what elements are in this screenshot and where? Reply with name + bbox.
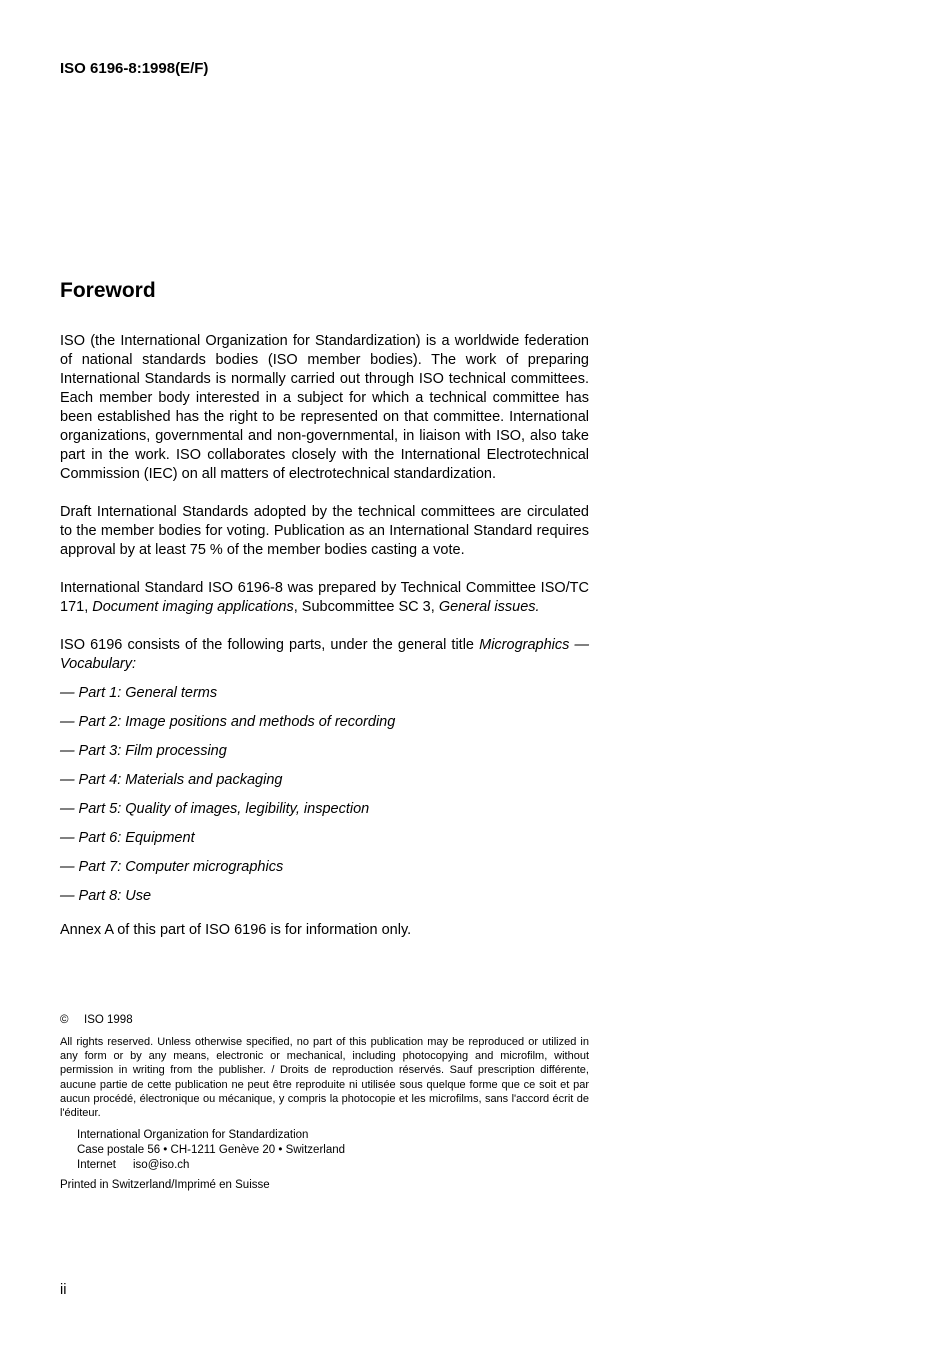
- text-column: [60, 60, 589, 1193]
- publisher-address-block: [60, 1128, 589, 1173]
- rights-reserved-text: All rights reserved. Unless otherwise specified, no part of this publication may be reproduced or utilized in any form or by any means, electronic or mechanical, including photocopying and microfilm, without permission in writing from the publisher. / Droits de reproduction réservés. Sauf prescription différente, aucune partie de cette publication ne peut être reproduite ni utilisée sous quelque forme que ce soit et par aucun procédé, électronique ou mécanique, y compris la photocopie et les microfilms, sans l'accord écrit de l'éditeur.: [60, 1036, 589, 1120]
- committee-text-1: International Standard ISO 6196-8 was prepared by Technical Committee ISO/TC 171,: [60, 580, 589, 615]
- committee-italic-1: Document imaging applications: [92, 599, 294, 615]
- foreword-heading: Foreword: [60, 279, 156, 302]
- page-number: ii: [60, 1282, 67, 1298]
- list-item-part-8: — Part 8: Use: [60, 888, 152, 904]
- address-organization: International Organization for Standardization: [77, 1129, 309, 1142]
- list-item-part-7: — Part 7: Computer micrographics: [60, 859, 284, 875]
- annex-note: Annex A of this part of ISO 6196 is for information only.: [60, 922, 412, 938]
- list-item-part-4: — Part 4: Materials and packaging: [60, 772, 283, 788]
- address-postal: Case postale 56 • CH-1211 Genève 20 • Switzerland: [77, 1144, 346, 1157]
- internet-email: iso@iso.ch: [133, 1159, 190, 1172]
- foreword-paragraph-iso-description: ISO (the International Organization for Standardization) is a worldwide federation of national standards bodies (ISO member bodies). The work of preparing International Standards is normally carried out through ISO technical committees. Each member body interested in a subject for which a technical committee has been established has the right to be represented on that committee. International organizations, governmental and non-governmental, in liaison with ISO, also take part in the work. ISO collaborates closely with the International Electrotechnical Commission (IEC) on all matters of electrotechnical standardization.: [60, 333, 589, 482]
- address-internet: [77, 1158, 589, 1173]
- committee-italic-2: General issues.: [438, 599, 540, 615]
- copyright-line: [60, 1013, 589, 1028]
- list-item-part-2: — Part 2: Image positions and methods of recording: [60, 714, 396, 730]
- foreword-paragraph-parts-intro: [60, 636, 589, 674]
- parts-intro-text: ISO 6196 consists of the following parts, under the general title: [60, 637, 480, 653]
- copyright-year: ISO 1998: [84, 1014, 133, 1026]
- foreword-paragraph-draft-standards: Draft International Standards adopted by the technical committees are circulated to the member bodies for voting. Publication as an International Standard requires approval by at least 75 % of the member bodies casting a vote.: [60, 504, 589, 558]
- printed-in-line: Printed in Switzerland/Imprimé en Suisse: [60, 1179, 270, 1192]
- internet-label: Internet: [77, 1159, 116, 1172]
- list-item-part-3: — Part 3: Film processing: [60, 743, 227, 759]
- list-item-part-6: — Part 6: Equipment: [60, 830, 195, 846]
- document-reference-header: ISO 6196-8:1998(E/F): [60, 60, 209, 77]
- foreword-paragraph-committee: [60, 579, 589, 617]
- committee-text-2: , Subcommittee SC 3,: [293, 599, 439, 615]
- parts-intro-title-italic: Micrographics — Vocabulary:: [60, 637, 590, 672]
- list-item-part-5: — Part 5: Quality of images, legibility, inspection: [60, 801, 370, 817]
- copyright-symbol: ©: [60, 1014, 69, 1026]
- list-item-part-1: — Part 1: General terms: [60, 685, 218, 701]
